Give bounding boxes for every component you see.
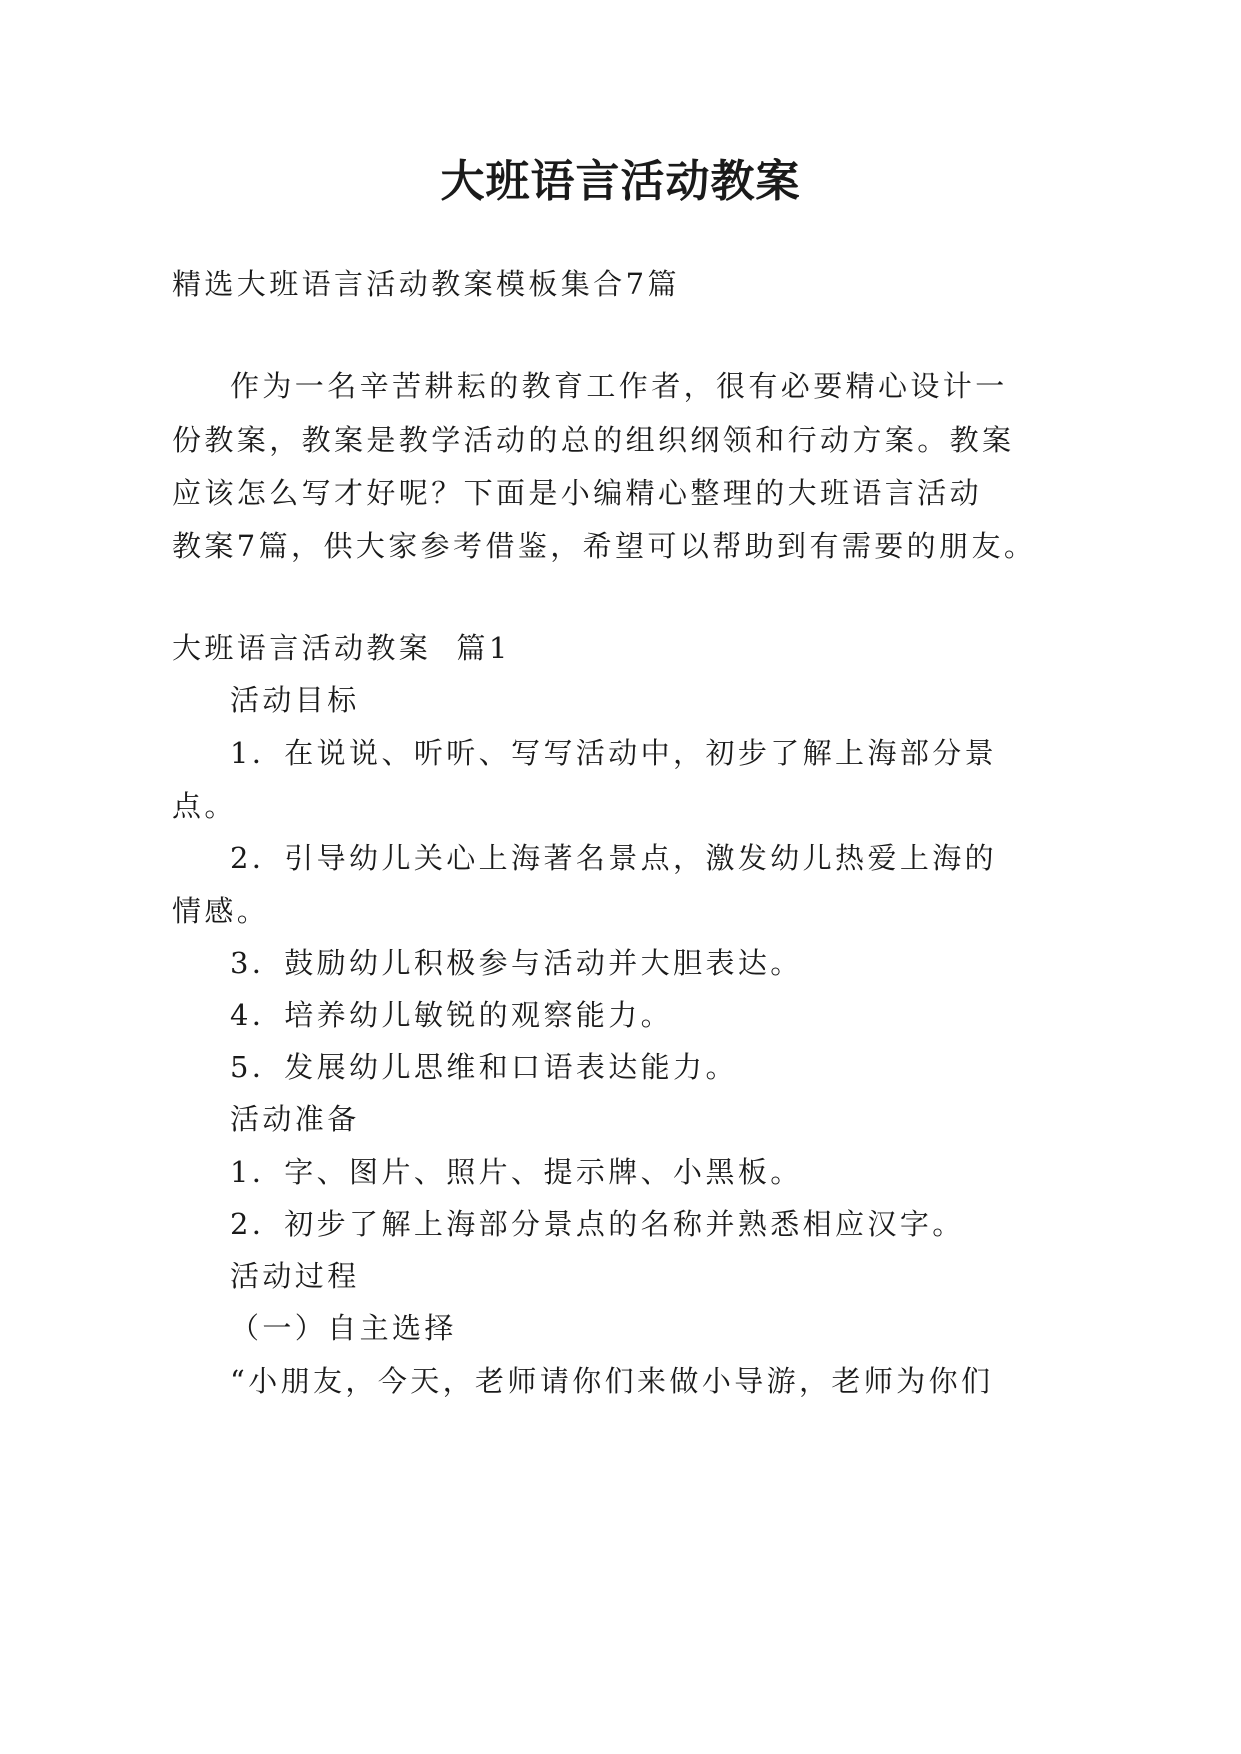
document-subtitle: 精选大班语言活动教案模板集合7篇 <box>172 267 680 301</box>
prep-2: 2．初步了解上海部分景点的名称并熟悉相应汉字。 <box>230 1207 965 1241</box>
intro-line-2: 份教案，教案是教学活动的总的组织纲领和行动方案。教案 <box>172 423 1015 457</box>
goals-heading: 活动目标 <box>230 683 360 717</box>
document-title: 大班语言活动教案 <box>440 156 801 207</box>
intro-line-1: 作为一名辛苦耕耘的教育工作者，很有必要精心设计一 <box>230 369 1008 403</box>
prep-heading: 活动准备 <box>230 1102 360 1136</box>
goal-5: 5．发展幼儿思维和口语表达能力。 <box>230 1050 738 1084</box>
goal-1-line-1: 1．在说说、听听、写写活动中，初步了解上海部分景 <box>230 736 998 770</box>
intro-line-4: 教案7篇，供大家参考借鉴，希望可以帮助到有需要的朋友。 <box>172 529 1037 563</box>
prep-1: 1．字、图片、照片、提示牌、小黑板。 <box>230 1155 803 1189</box>
section-heading: 大班语言活动教案 篇1 <box>172 631 511 665</box>
quote-line: “小朋友，今天，老师请你们来做小导游，老师为你们 <box>230 1364 994 1398</box>
goal-3: 3．鼓励幼儿积极参与活动并大胆表达。 <box>230 946 803 980</box>
goal-2-line-2: 情感。 <box>172 894 270 928</box>
intro-line-3: 应该怎么写才好呢？下面是小编精心整理的大班语言活动 <box>172 476 983 510</box>
process-step-1: （一）自主选择 <box>230 1311 457 1345</box>
goal-2-line-1: 2．引导幼儿关心上海著名景点，激发幼儿热爱上海的 <box>230 841 998 875</box>
goal-1-line-2: 点。 <box>172 789 237 823</box>
goal-4: 4．培养幼儿敏锐的观察能力。 <box>230 998 674 1032</box>
process-heading: 活动过程 <box>230 1259 360 1293</box>
